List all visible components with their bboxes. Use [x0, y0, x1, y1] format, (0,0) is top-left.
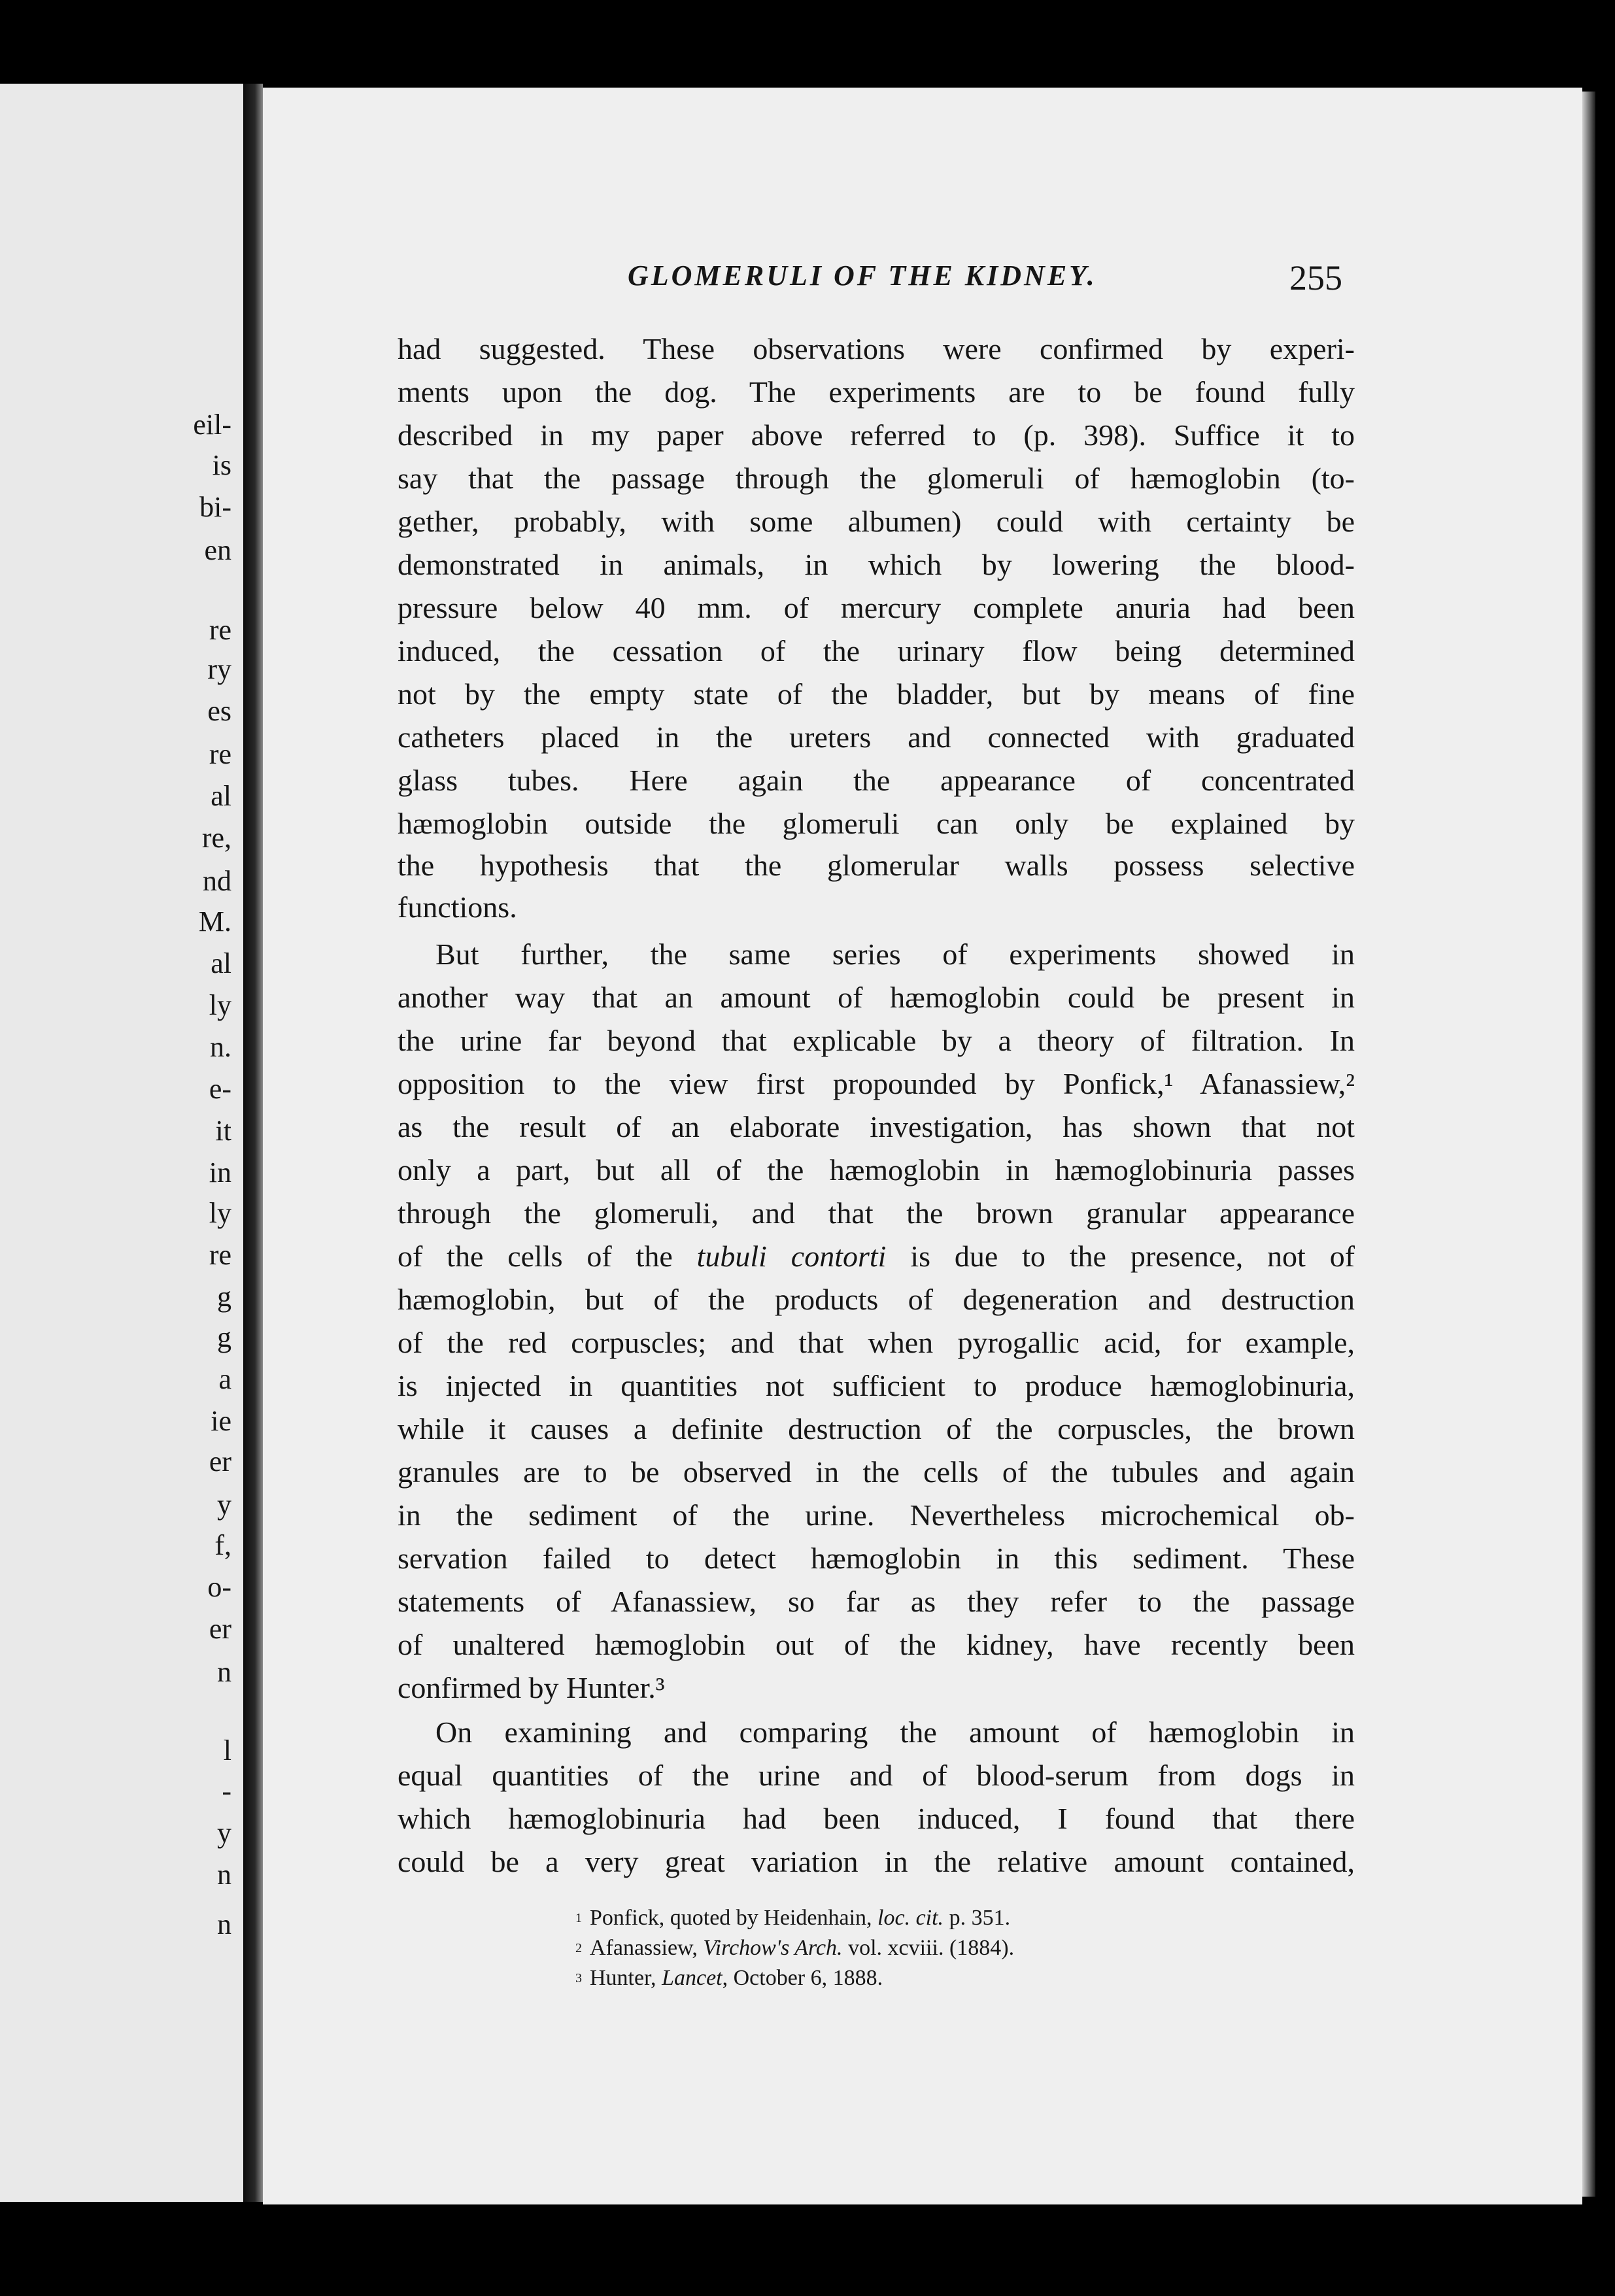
facing-page-fragment: er	[209, 1445, 231, 1477]
facing-page-fragment: ly	[209, 989, 231, 1021]
footnote-text: Ponfick, quoted by Heidenhain,	[590, 1906, 878, 1930]
facing-page-fragment: is	[212, 449, 231, 481]
facing-page-fragment: al	[211, 947, 231, 979]
footnote	[575, 1904, 1010, 1933]
facing-page-fragment: re	[209, 1239, 231, 1271]
text-line: statements of Afanassiew, so far as they refer to the passage	[398, 1585, 1355, 1618]
text-line: functions.	[398, 890, 517, 924]
facing-page-fragment: M.	[198, 905, 231, 937]
text-line: demonstrated in animals, in which by lowering the blood-	[398, 548, 1355, 581]
text-line: another way that an amount of hæmoglobin could be present in	[398, 981, 1355, 1014]
text-line: servation failed to detect hæmoglobin in this sediment. These	[398, 1542, 1355, 1575]
text-line: pressure below 40 mm. of mercury complete anuria had been	[398, 591, 1355, 624]
footnote-text: Afanassiew,	[590, 1936, 704, 1960]
facing-page-fragment: al	[211, 780, 231, 812]
facing-page-fragment: g	[217, 1321, 231, 1353]
facing-page-fragment: nd	[203, 865, 231, 897]
facing-page-fragment: es	[207, 695, 231, 727]
footnote-text: p. 351.	[944, 1906, 1011, 1930]
facing-page-edge	[0, 84, 243, 2202]
text-line: in the sediment of the urine. Nevertheless microchemical ob-	[398, 1498, 1355, 1532]
text-line: while it causes a definite destruction of the corpuscles, the brown	[398, 1412, 1355, 1445]
footnote-text: , October 6, 1888.	[722, 1966, 883, 1990]
book-gutter	[243, 84, 263, 2202]
footnote-marker: 2	[575, 1941, 582, 1955]
facing-page-fragment: bi-	[199, 491, 231, 523]
facing-page-fragment: y	[217, 1489, 231, 1521]
text-line: the urine far beyond that explicable by a theory of filtration. In	[398, 1024, 1355, 1057]
text-line: On examining and comparing the amount of hæmoglobin in	[435, 1715, 1355, 1749]
facing-page-fragment: re	[209, 614, 231, 646]
facing-page-fragment: n	[217, 1859, 231, 1891]
text-line: ments upon the dog. The experiments are to be found fully	[398, 375, 1355, 409]
text-line: of unaltered hæmoglobin out of the kidney, have recently been	[398, 1628, 1355, 1661]
text-line: only a part, but all of the hæmoglobin in hæmoglobinuria passes	[398, 1153, 1355, 1187]
facing-page-fragment: ly	[209, 1197, 231, 1229]
text-line: opposition to the view first propounded by Ponfick,¹ Afanassiew,²	[398, 1067, 1355, 1100]
text-line: is injected in quantities not sufficient to produce hæmoglobinuria,	[398, 1369, 1355, 1402]
facing-page-fragment: er	[209, 1613, 231, 1645]
text-line: could be a very great variation in the relative amount contained,	[398, 1845, 1355, 1878]
facing-page-fragment: en	[204, 534, 231, 566]
footnote	[575, 1934, 1014, 1963]
text-line: say that the passage through the glomeruli of hæmoglobin (to-	[398, 462, 1355, 495]
text-line: described in my paper above referred to (p. 398). Suffice it to	[398, 418, 1355, 452]
footnote	[575, 1964, 883, 1993]
italic-term: tubuli contorti	[696, 1240, 887, 1273]
text-line: But further, the same series of experiments showed in	[435, 937, 1355, 971]
facing-page-fragment: f,	[214, 1529, 231, 1561]
text-line: gether, probably, with some albumen) could with certainty be	[398, 505, 1355, 538]
text-line: hæmoglobin, but of the products of degeneration and destruction	[398, 1283, 1355, 1316]
facing-page-fragment: n.	[210, 1031, 231, 1063]
footnote-marker: 3	[575, 1971, 582, 1985]
text-line: equal quantities of the urine and of blood-serum from dogs in	[398, 1759, 1355, 1792]
facing-page-fragment: n	[217, 1908, 231, 1940]
facing-page-fragment: it	[215, 1115, 231, 1147]
footnote-citation: loc. cit.	[877, 1906, 944, 1930]
page-number: 255	[1289, 258, 1342, 297]
page-edge-shadow	[1582, 92, 1595, 2197]
text-line: of the cells of the tubuli contorti is due to the presence, not of	[398, 1240, 1355, 1273]
text-line: granules are to be observed in the cells of the tubules and again	[398, 1455, 1355, 1489]
facing-page-fragment: ry	[207, 653, 231, 685]
footnote-citation: Lancet	[662, 1966, 722, 1990]
footnote-text: Hunter,	[590, 1966, 662, 1990]
footnote-marker: 1	[575, 1911, 582, 1925]
text-line: hæmoglobin outside the glomeruli can only be explained by	[398, 807, 1355, 840]
facing-page-fragment: -	[222, 1775, 231, 1807]
text-line: the hypothesis that the glomerular walls possess selective	[398, 849, 1355, 882]
text-line: through the glomeruli, and that the brown granular appearance	[398, 1196, 1355, 1230]
text-line: of the red corpuscles; and that when pyrogallic acid, for example,	[398, 1326, 1355, 1359]
facing-page-fragment: a	[218, 1363, 231, 1395]
facing-page-fragment: g	[217, 1281, 231, 1313]
text-line: as the result of an elaborate investigation, has shown that not	[398, 1110, 1355, 1143]
text-line: not by the empty state of the bladder, but by means of fine	[398, 677, 1355, 711]
facing-page-fragment: re	[209, 738, 231, 770]
text-line: induced, the cessation of the urinary flow being determined	[398, 634, 1355, 667]
text-line: catheters placed in the ureters and connected with graduated	[398, 720, 1355, 754]
text-line: which hæmoglobinuria had been induced, I found that there	[398, 1802, 1355, 1835]
facing-page-fragment: eil-	[193, 409, 231, 441]
facing-page-fragment: n	[217, 1656, 231, 1688]
text-line: glass tubes. Here again the appearance of concentrated	[398, 764, 1355, 797]
facing-page-fragment: y	[217, 1817, 231, 1849]
footnote-citation: Virchow's Arch.	[703, 1936, 843, 1960]
facing-page-fragment: e-	[209, 1073, 231, 1105]
facing-page-fragment: l	[223, 1734, 231, 1766]
footnote-text: vol. xcviii. (1884).	[842, 1936, 1015, 1960]
text-line: had suggested. These observations were confirmed by experi-	[398, 332, 1355, 365]
facing-page-fragment: ie	[211, 1405, 231, 1437]
running-title: GLOMERULI OF THE KIDNEY.	[628, 260, 1097, 292]
facing-page-fragment: o-	[207, 1571, 231, 1603]
text-line: confirmed by Hunter.³	[398, 1671, 665, 1704]
facing-page-fragment: in	[209, 1156, 231, 1189]
facing-page-fragment: re,	[201, 822, 231, 854]
